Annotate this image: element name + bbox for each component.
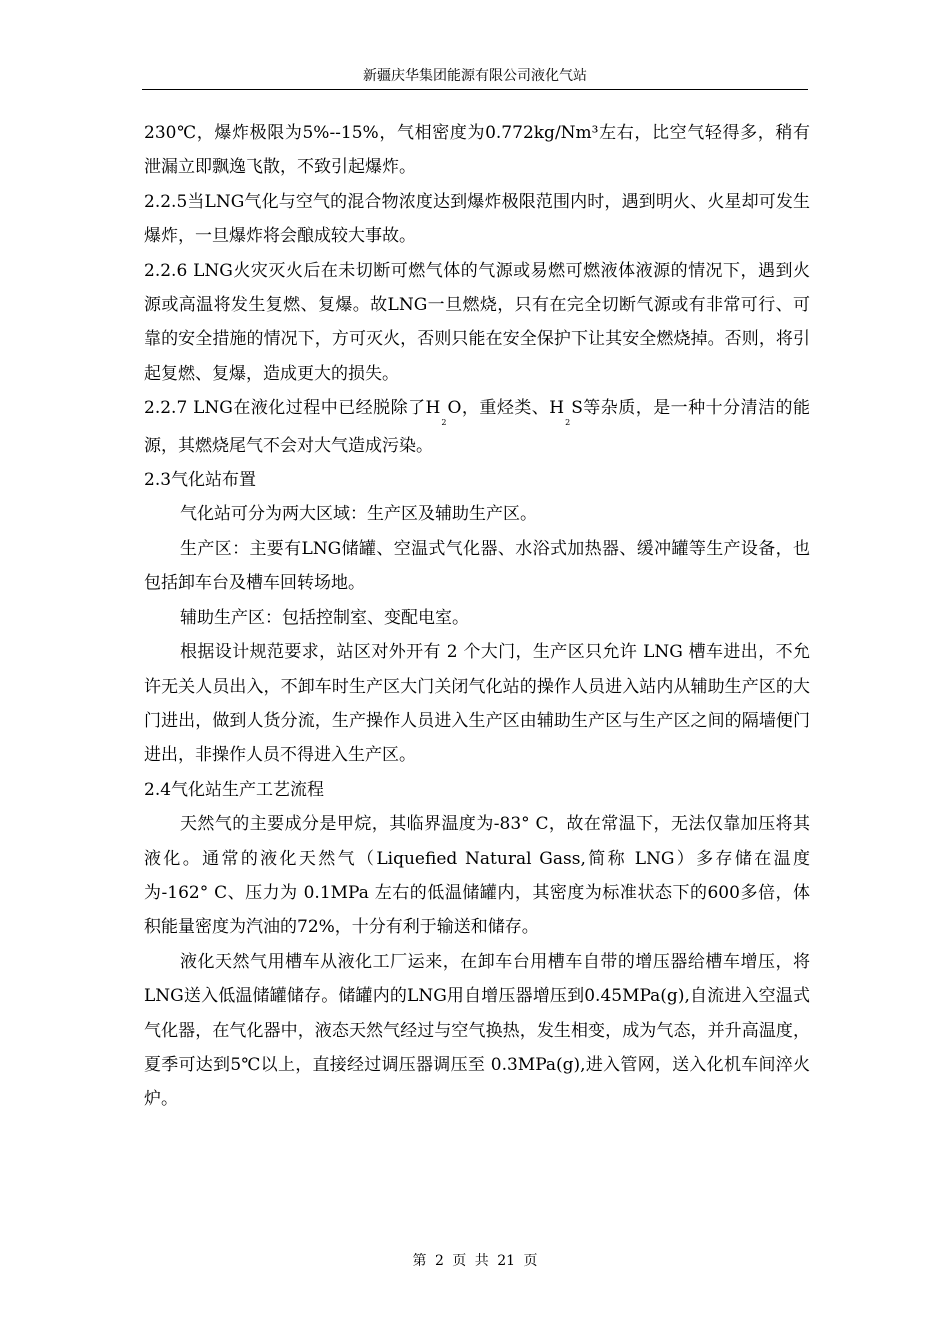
page-number: 第 2 页 共 21 页: [412, 1253, 538, 1269]
section-heading-2-4: 2.4气化站生产工艺流程: [144, 779, 325, 800]
paragraph-process-flow: 液化天然气用槽车从液化工厂运来，在卸车台用槽车自带的增压器给槽车增压，将LNG送入低温储罐储存。储罐内的LNG用自增压器增压到0.45MPa(g),自流进入空温式气化器，在气化器中，液态天然气经过与空气换热，发生相变，成为气态，并升高温度，夏季可达到5℃以上，直接经过调压器调压至 0.3MPa(g),进入管网，送入化机车间淬火炉。: [144, 951, 810, 1110]
paragraph-production-area: 生产区：主要有LNG储罐、空温式气化器、水浴式加热器、缓冲罐等生产设备，也包括卸车台及槽车回转场地。: [144, 538, 810, 594]
paragraph-2-2-7-part-2: O，重烃类、H: [447, 398, 565, 419]
paragraph-natural-gas: 天然气的主要成分是甲烷，其临界温度为-83° C，故在常温下，无法仅靠加压将其液化。通常的液化天然气（Liquefied Natural Gass,简称 LNG）多存储在温度为-162° C、压力为 0.1MPa 左右的低温储罐内，其密度为标准状态下的600多倍，体积能量密度为汽油的72%，十分有利于输送和储存。: [144, 814, 810, 938]
paragraph-auxiliary-area: 辅助生产区：包括控制室、变配电室。: [180, 607, 469, 628]
paragraph-explosion-limit: 230℃，爆炸极限为5%--15%，气相密度为0.772kg/Nm³左右，比空气轻得多，稍有泄漏立即飘逸飞散，不致引起爆炸。: [144, 123, 810, 178]
paragraph-2-2-7-part-3: S等杂质，是一种十分清洁的能源，其燃烧尾气不会对大气造成污染。: [144, 398, 810, 456]
page-header: 新疆庆华集团能源有限公司液化气站: [363, 68, 587, 84]
paragraph-2-2-7: [144, 391, 810, 463]
header-divider: [142, 89, 808, 90]
section-heading-2-3: 2.3气化站布置: [144, 470, 257, 491]
paragraph-2-2-7-part-1: 2.2.7 LNG在液化过程中已经脱除了H: [144, 398, 441, 419]
subscript-2: 2: [441, 418, 447, 428]
document-body: [144, 116, 810, 1117]
paragraph-2-2-5: 2.2.5当LNG气化与空气的混合物浓度达到爆炸极限范围内时，遇到明火、火星却可发生爆炸，一旦爆炸将会酿成较大事故。: [144, 191, 810, 247]
subscript-2: 2: [565, 418, 571, 428]
paragraph-gates: 根据设计规范要求，站区对外开有 2 个大门，生产区只允许 LNG 槽车进出，不允许无关人员出入，不卸车时生产区大门关闭气化站的操作人员进入站内从辅助生产区的大门进出，做到人货分流，生产操作人员进入生产区由辅助生产区与生产区之间的隔墙便门进出，非操作人员不得进入生产区。: [144, 642, 810, 766]
paragraph-areas: 气化站可分为两大区域：生产区及辅助生产区。: [180, 504, 537, 525]
paragraph-2-2-6: 2.2.6 LNG火灾灭火后在未切断可燃气体的气源或易燃可燃液体液源的情况下，遇到火源或高温将发生复燃、复爆。故LNG一旦燃烧，只有在完全切断气源或有非常可行、可靠的安全措施的情况下，方可灭火，否则只能在安全保护下让其安全燃烧掉。否则，将引起复燃、复爆，造成更大的损失。: [144, 260, 810, 384]
